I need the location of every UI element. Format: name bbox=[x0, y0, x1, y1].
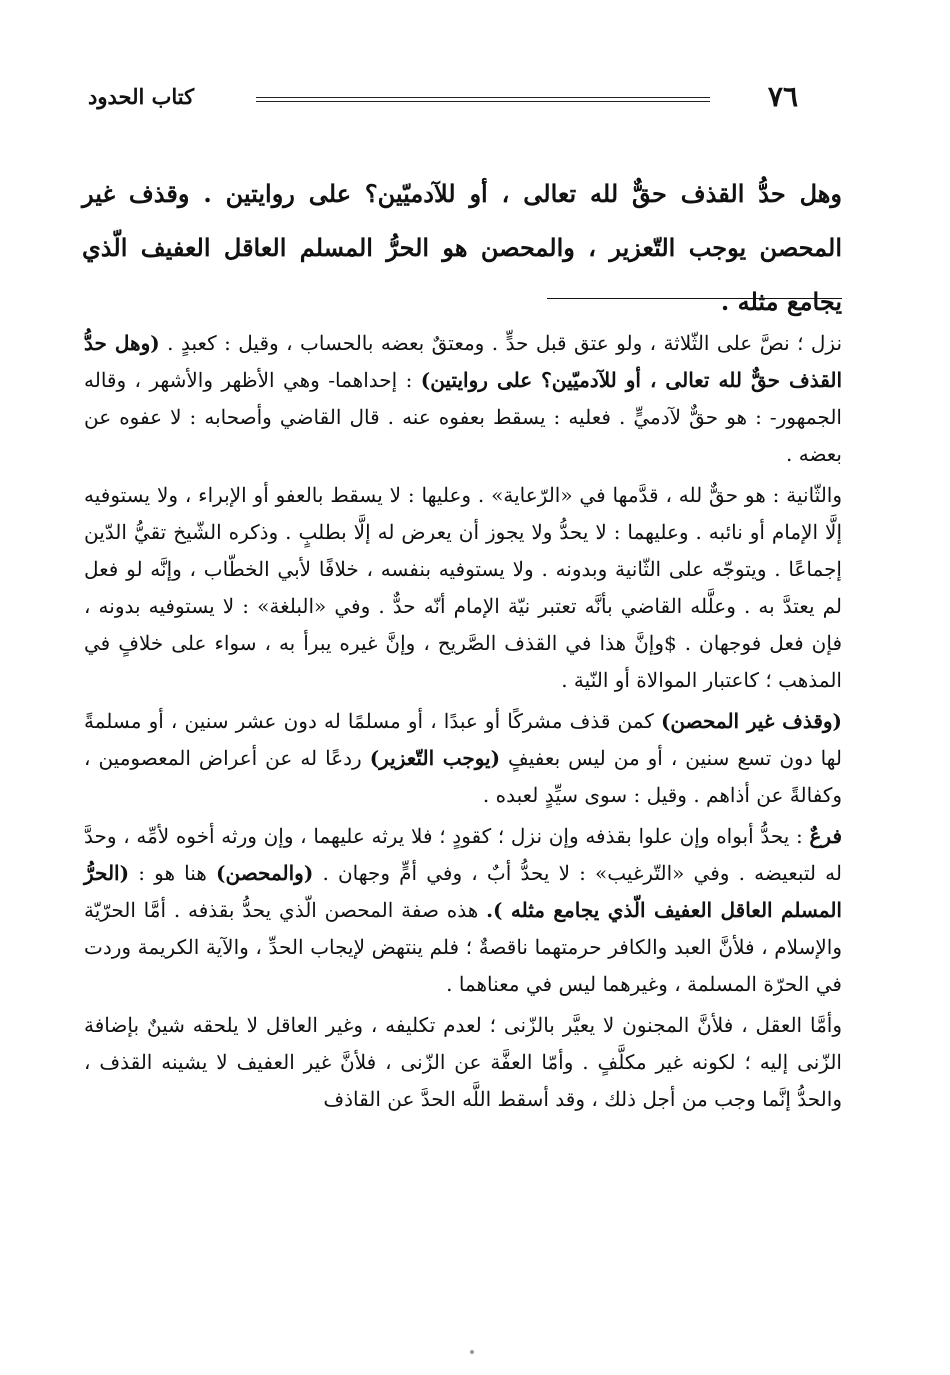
quoted-main-text: (وقذف غير المحصن) bbox=[660, 709, 843, 733]
page-header bbox=[88, 80, 798, 120]
text-divider bbox=[547, 298, 842, 299]
main-text bbox=[82, 167, 842, 329]
quoted-main-text: (وهل حدُّ القذف حقٌّ لله تعالى ، أو للآدميّين؟ على روايتين) bbox=[84, 331, 843, 392]
commentary-paragraph-3 bbox=[84, 703, 842, 814]
page-number: ٧٦ bbox=[767, 80, 798, 113]
header-rule bbox=[256, 97, 710, 102]
commentary-paragraph-2: والثّانية : هو حقٌّ لله ، قدَّمها في «الرّعاية» . وعليها : لا يسقط بالعفو أو الإبراء ، ولا يستوفيه إلَّا الإمام أو نائبه . وعليهما : لا يحدُّ ولا يجوز أن يعرض له إلَّا بطلبٍ . وذكره الشّيخ تقيُّ الدّين إجماعًا . ويتوجّه على الثّانية وبدونه . ولا يستوفيه بنفسه ، خلافًا لأبي الخطّاب ، وإنَّه لو فعل لم يعتدَّ به . وعلَّله القاضي بأنَّه تعتبر نيّة الإمام أنّه حدٌّ . وفي «البلغة» : لا يستوفيه بدونه ، فإن فعل فوجهان . $وإنَّ هذا في القذف الصَّريح ، وإنَّ غيره يبرأ به ، سواء على خلافٍ في المذهب ؛ كاعتبار الموالاة أو النّية . bbox=[84, 483, 843, 692]
section-marker: فرعٌ bbox=[809, 824, 842, 848]
scan-dot bbox=[470, 1350, 474, 1354]
main-text-paragraph: وهل حدُّ القذف حقٌّ لله تعالى ، أو للآدميّين؟ على روايتين . وقذف غير المحصن يوجب التّعزير ، والمحصن هو الحرُّ المسلم العاقل العفيف الّذي يجامع مثله . bbox=[82, 179, 842, 316]
commentary-text: : إحداهما- وهي الأظهر والأشهر ، وقاله الجمهور- : هو حقٌّ لآدميٍّ . فعليه : يسقط بعفوه عنه . قال القاضي وأصحابه : لا عفوه عن بعضه . bbox=[84, 368, 842, 466]
commentary-paragraph-5: وأمَّا العقل ، فلأنَّ المجنون لا يعيَّر بالزّنى ؛ لعدم تكليفه ، وغير العاقل لا يلحقه شينٌ بإضافة الزّنى إليه ؛ لكونه غير مكلَّفٍ . وأمّا العفَّة عن الزّنى ، فلأنَّ غير العفيف لا يشينه القذف ، والحدُّ إنَّما وجب من أجل ذلك ، وقد أسقط اللَّه الحدَّ عن القاذف bbox=[84, 1013, 842, 1111]
quoted-main-text: (الحرُّ المسلم العاقل العفيف الّذي يجامع مثله ). bbox=[84, 861, 842, 922]
commentary-paragraph-1 bbox=[84, 325, 842, 473]
running-title: كتاب الحدود bbox=[88, 84, 195, 109]
commentary-text: : يحدُّ أبواه وإن علوا بقذفه وإن نزل ؛ كقودٍ ؛ فلا يرثه عليهما ، وإن ورثه أخوه لأمِّه ، وحدَّ له لتبعيضه . وفي «التّرغيب» : لا يحدُّ أبٌ ، وفي أمٍّ وجهان . bbox=[84, 824, 842, 885]
commentary bbox=[84, 325, 842, 1122]
commentary-paragraph-4 bbox=[84, 818, 842, 1003]
quoted-main-text: (والمحصن) bbox=[216, 861, 314, 885]
commentary-text: كمن قذف مشركًا أو عبدًا ، أو مسلمًا له دون عشر سنين ، أو مسلمةً لها دون تسع سنين ، أو من ليس بعفيفٍ bbox=[84, 709, 842, 770]
commentary-text: هنا هو : bbox=[129, 861, 216, 885]
commentary-text: ردعًا له عن أعراض المعصومين ، وكفالةً عن أذاهم . وقيل : سوى سيِّدٍ لعبده . bbox=[84, 746, 842, 807]
quoted-main-text: (يوجب التّعزير) bbox=[369, 746, 501, 770]
commentary-text: هذه صفة المحصن الّذي يحدُّ بقذفه . أمَّا الحرّيّة والإسلام ، فلأنَّ العبد والكافر حرمتهما ناقصةٌ ؛ فلم ينتهض لإيجاب الحدِّ ، والآية الكريمة وردت في الحرّة المسلمة ، وغيرهما ليس في معناهما . bbox=[84, 898, 842, 996]
commentary-text: نزل ؛ نصَّ على الثّلاثة ، ولو عتق قبل حدٍّ . ومعتقٌ بعضه بالحساب ، وقيل : كعبدٍ . bbox=[159, 331, 843, 355]
